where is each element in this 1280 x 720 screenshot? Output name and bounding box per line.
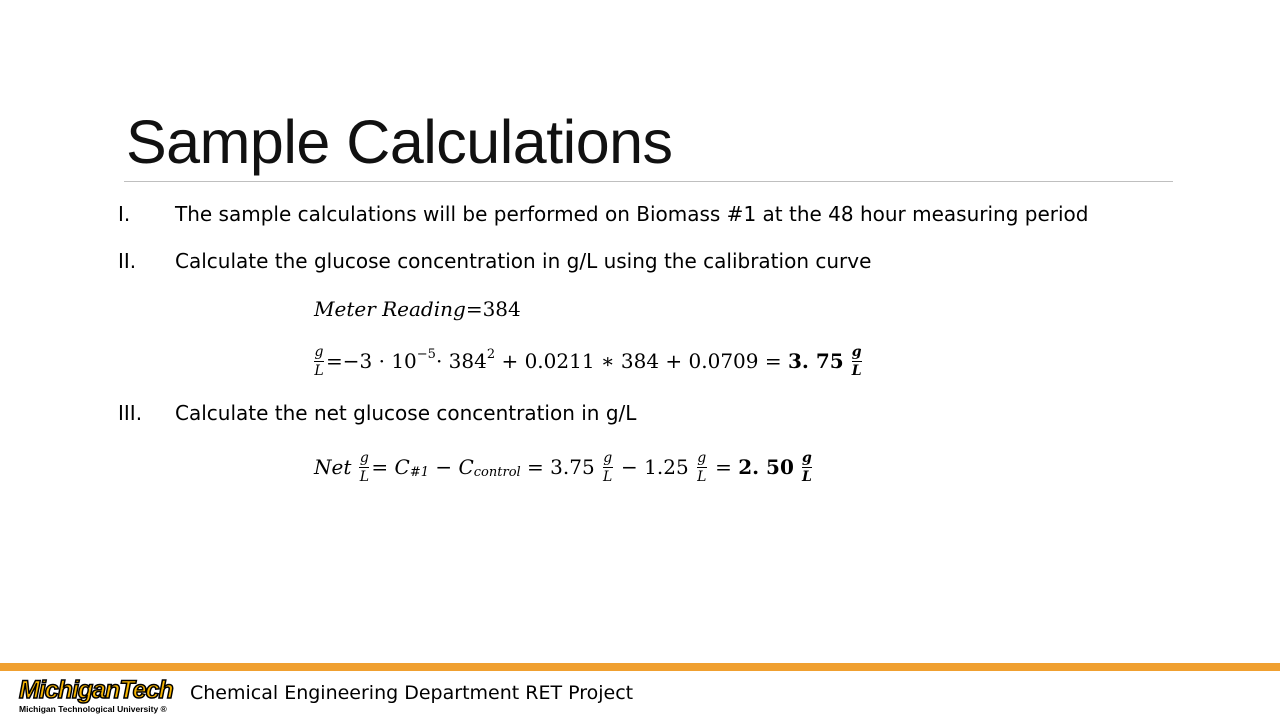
fraction-g-per-l: $\frac{g}{L}$ xyxy=(603,449,613,485)
logo-wordmark: MichiganTech xyxy=(19,676,173,704)
list-item-text: Calculate the glucose concentration in g/L using the calibration curve xyxy=(175,249,872,273)
list-item xyxy=(118,201,1218,227)
equation-meter-reading xyxy=(314,295,521,323)
list-item-number: II. xyxy=(118,249,137,273)
fraction-g-per-l: $\frac{g}{L}$ xyxy=(801,449,812,485)
list-item xyxy=(118,248,1218,274)
equation-net-glucose xyxy=(314,443,814,491)
equation-part: · 384 xyxy=(435,349,487,373)
equation-lhs: Meter Reading xyxy=(314,297,466,321)
footer-text: Chemical Engineering Department RET Project xyxy=(190,682,634,704)
equation-exponent: 2 xyxy=(486,346,496,362)
list-item-text: Calculate the net glucose concentration in g/L xyxy=(175,401,637,425)
equation-net-label: Net xyxy=(314,455,352,479)
footer-accent-bar xyxy=(0,663,1280,671)
equation-exponent: −5 xyxy=(416,346,436,362)
fraction-g-per-l: $\frac{g}{L}$ xyxy=(314,343,324,379)
equation-equals: = xyxy=(465,297,483,321)
fraction-g-per-l: $\frac{g}{L}$ xyxy=(697,449,707,485)
equation-part: − 1.25 xyxy=(614,455,689,479)
equation-part: + 0.0211 ∗ 384 + 0.0709 = xyxy=(495,349,788,373)
equation-result: 3. 75 xyxy=(787,349,844,373)
equation-part: =−3 · 10 xyxy=(326,349,417,373)
fraction-g-per-l: $\frac{g}{L}$ xyxy=(359,449,370,485)
equation-part: − xyxy=(428,455,459,479)
list-item xyxy=(118,400,1218,426)
equation-rhs: 384 xyxy=(482,297,521,321)
equation-c2: C xyxy=(458,455,474,479)
equation-c2-subscript: control xyxy=(473,464,521,480)
michigan-tech-logo xyxy=(17,676,175,716)
equation-calibration xyxy=(312,338,864,384)
fraction-g-per-l: $\frac{g}{L}$ xyxy=(851,343,862,379)
equation-c1: C xyxy=(394,455,410,479)
equation-c1-subscript: #1 xyxy=(409,464,429,480)
equation-part: = xyxy=(708,455,739,479)
slide-title: Sample Calculations xyxy=(126,108,673,176)
list-item-number: I. xyxy=(118,202,131,226)
logo-subtitle: Michigan Technological University ® xyxy=(19,704,167,714)
equation-part: = 3.75 xyxy=(520,455,595,479)
list-item-number: III. xyxy=(118,401,143,425)
title-divider xyxy=(124,181,1173,182)
equation-part: = xyxy=(371,455,395,479)
equation-result: 2. 50 xyxy=(738,455,794,479)
list-item-text: The sample calculations will be performed on Biomass #1 at the 48 hour measuring period xyxy=(175,202,1089,226)
